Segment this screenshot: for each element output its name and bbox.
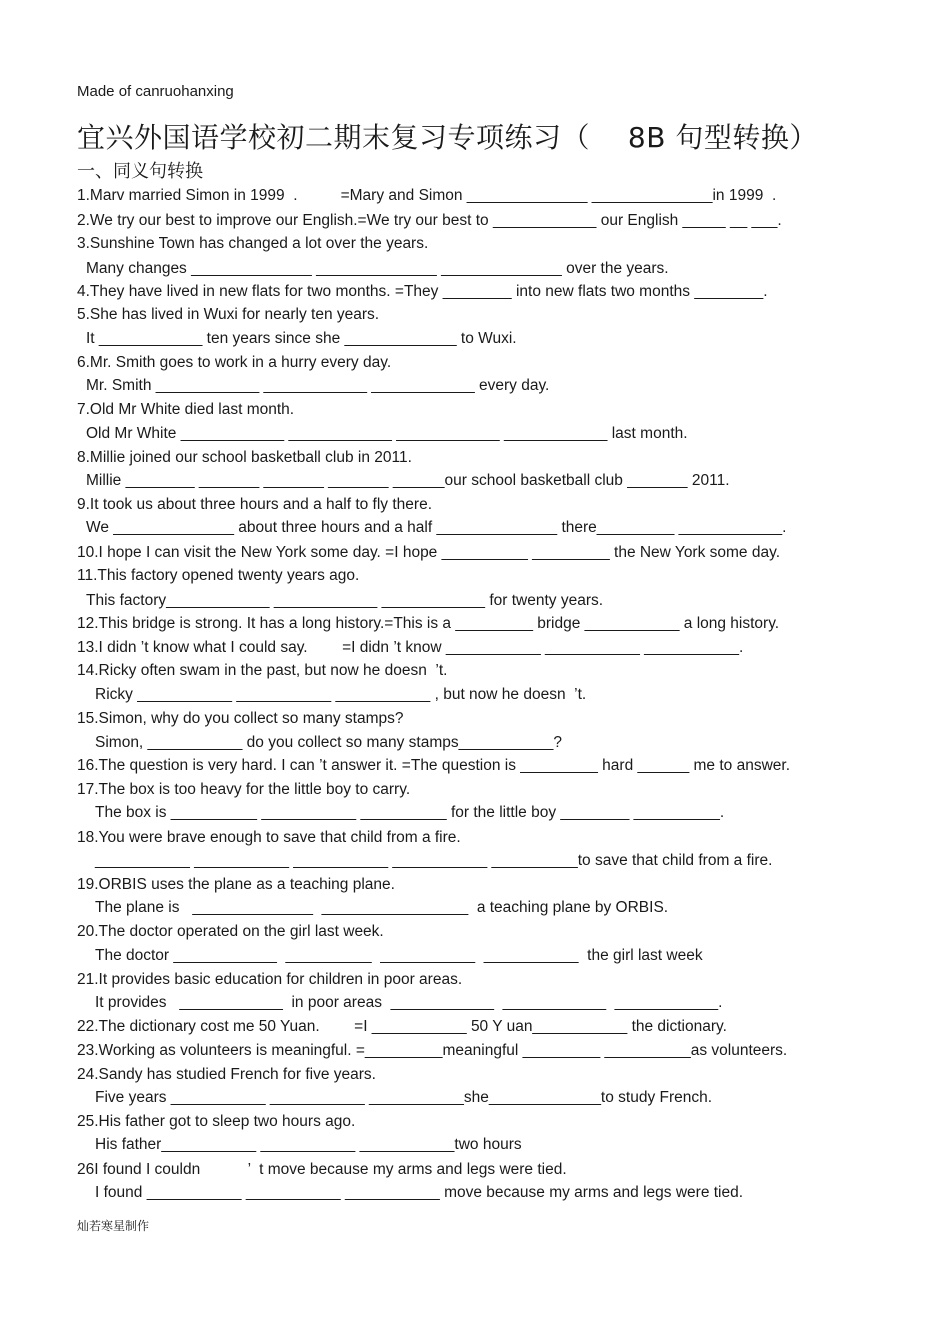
question-6: 6.Mr. Smith goes to work in a hurry every day. xyxy=(77,354,392,371)
answer-line-3: Many changes ______________ ______________ ______________ over the years. xyxy=(86,260,669,277)
question-17: 17.The box is too heavy for the little boy to carry. xyxy=(77,781,411,798)
question-20: 20.The doctor operated on the girl last week. xyxy=(77,923,384,940)
question-11: 11.This factory opened twenty years ago. xyxy=(77,567,360,584)
question-2: 2.We try our best to improve our English.=We try our best to ____________ our English _____ __ ___. xyxy=(77,212,782,229)
question-26: 26I found I couldn ’ t move because my arms and legs were tied. xyxy=(77,1161,567,1178)
question-23: 23.Working as volunteers is meaningful. =_________meaningful _________ __________as volunteers. xyxy=(77,1042,788,1059)
answer-line-25: His father___________ ___________ ___________two hours xyxy=(95,1136,522,1153)
question-24: 24.Sandy has studied French for five years. xyxy=(77,1066,376,1083)
question-19: 19.ORBIS uses the plane as a teaching plane. xyxy=(77,876,395,893)
answer-line-17: The box is __________ ___________ __________ for the little boy ________ __________. xyxy=(95,804,725,821)
question-12: 12.This bridge is strong. It has a long history.=This is a _________ bridge ___________ a long history. xyxy=(77,615,780,632)
question-13: 13.I didn ’t know what I could say. =I didn ’t know ___________ ___________ ___________. xyxy=(77,639,744,656)
answer-line-26: I found ___________ ___________ ___________ move because my arms and legs were tied. xyxy=(95,1184,744,1201)
answer-line-8: Millie ________ _______ _______ _______ ______our school basketball club _______ 2011. xyxy=(86,472,730,489)
answer-line-11: This factory____________ ____________ ____________ for twenty years. xyxy=(86,592,604,609)
question-1: 1.Marv married Simon in 1999 . =Mary and Simon ______________ ______________in 1999 . xyxy=(77,187,777,204)
answer-line-19: The plane is ______________ _________________ a teaching plane by ORBIS. xyxy=(95,899,669,916)
question-5: 5.She has lived in Wuxi for nearly ten years. xyxy=(77,306,380,323)
question-3: 3.Sunshine Town has changed a lot over the years. xyxy=(77,235,429,252)
question-15: 15.Simon, why do you collect so many stamps? xyxy=(77,710,404,727)
header-note: Made of canruohanxing xyxy=(77,83,234,100)
answer-line-14: Ricky ___________ ___________ ___________ , but now he doesn ’t. xyxy=(95,686,587,703)
question-4: 4.They have lived in new flats for two months. =They ________ into new flats two months ________. xyxy=(77,283,768,300)
question-18: 18.You were brave enough to save that child from a fire. xyxy=(77,829,461,846)
question-22: 22.The dictionary cost me 50 Yuan. =I ___________ 50 Y uan___________ the dictionary. xyxy=(77,1018,727,1035)
question-25: 25.His father got to sleep two hours ago. xyxy=(77,1113,356,1130)
question-9: 9.It took us about three hours and a half to fly there. xyxy=(77,496,433,513)
question-10: 10.I hope I can visit the New York some day. =I hope __________ _________ the New York some day. xyxy=(77,544,781,561)
question-7: 7.Old Mr White died last month. xyxy=(77,401,295,418)
section-heading: 一、同义句转换 xyxy=(77,161,203,182)
answer-line-7: Old Mr White ____________ ____________ ____________ ____________ last month. xyxy=(86,425,688,442)
answer-line-6: Mr. Smith ____________ ____________ ____________ every day. xyxy=(86,377,550,394)
question-8: 8.Millie joined our school basketball club in 2011. xyxy=(77,449,412,466)
footer-credit: 灿若寒星制作 xyxy=(77,1219,150,1233)
page-title: 宜兴外国语学校初二期末复习专项练习（ 8B 句型转换） xyxy=(77,121,818,154)
answer-line-18: ___________ ___________ ___________ ___________ __________to save that child from a fire. xyxy=(95,852,773,869)
answer-line-20: The doctor ____________ __________ ___________ ___________ the girl last week xyxy=(95,947,703,964)
answer-line-15: Simon, ___________ do you collect so many stamps___________? xyxy=(95,734,563,751)
question-21: 21.It provides basic education for children in poor areas. xyxy=(77,971,463,988)
answer-line-21: It provides ____________ in poor areas ____________ ____________ ____________. xyxy=(95,994,723,1011)
answer-line-9: We ______________ about three hours and a half ______________ there_________ ____________. xyxy=(86,519,787,536)
answer-line-5: It ____________ ten years since she _____________ to Wuxi. xyxy=(86,330,517,347)
question-16: 16.The question is very hard. I can ’t answer it. =The question is _________ hard ______ me to answer. xyxy=(77,757,791,774)
question-14: 14.Ricky often swam in the past, but now he doesn ’t. xyxy=(77,662,448,679)
answer-line-24: Five years ___________ ___________ ___________she_____________to study French. xyxy=(95,1089,713,1106)
